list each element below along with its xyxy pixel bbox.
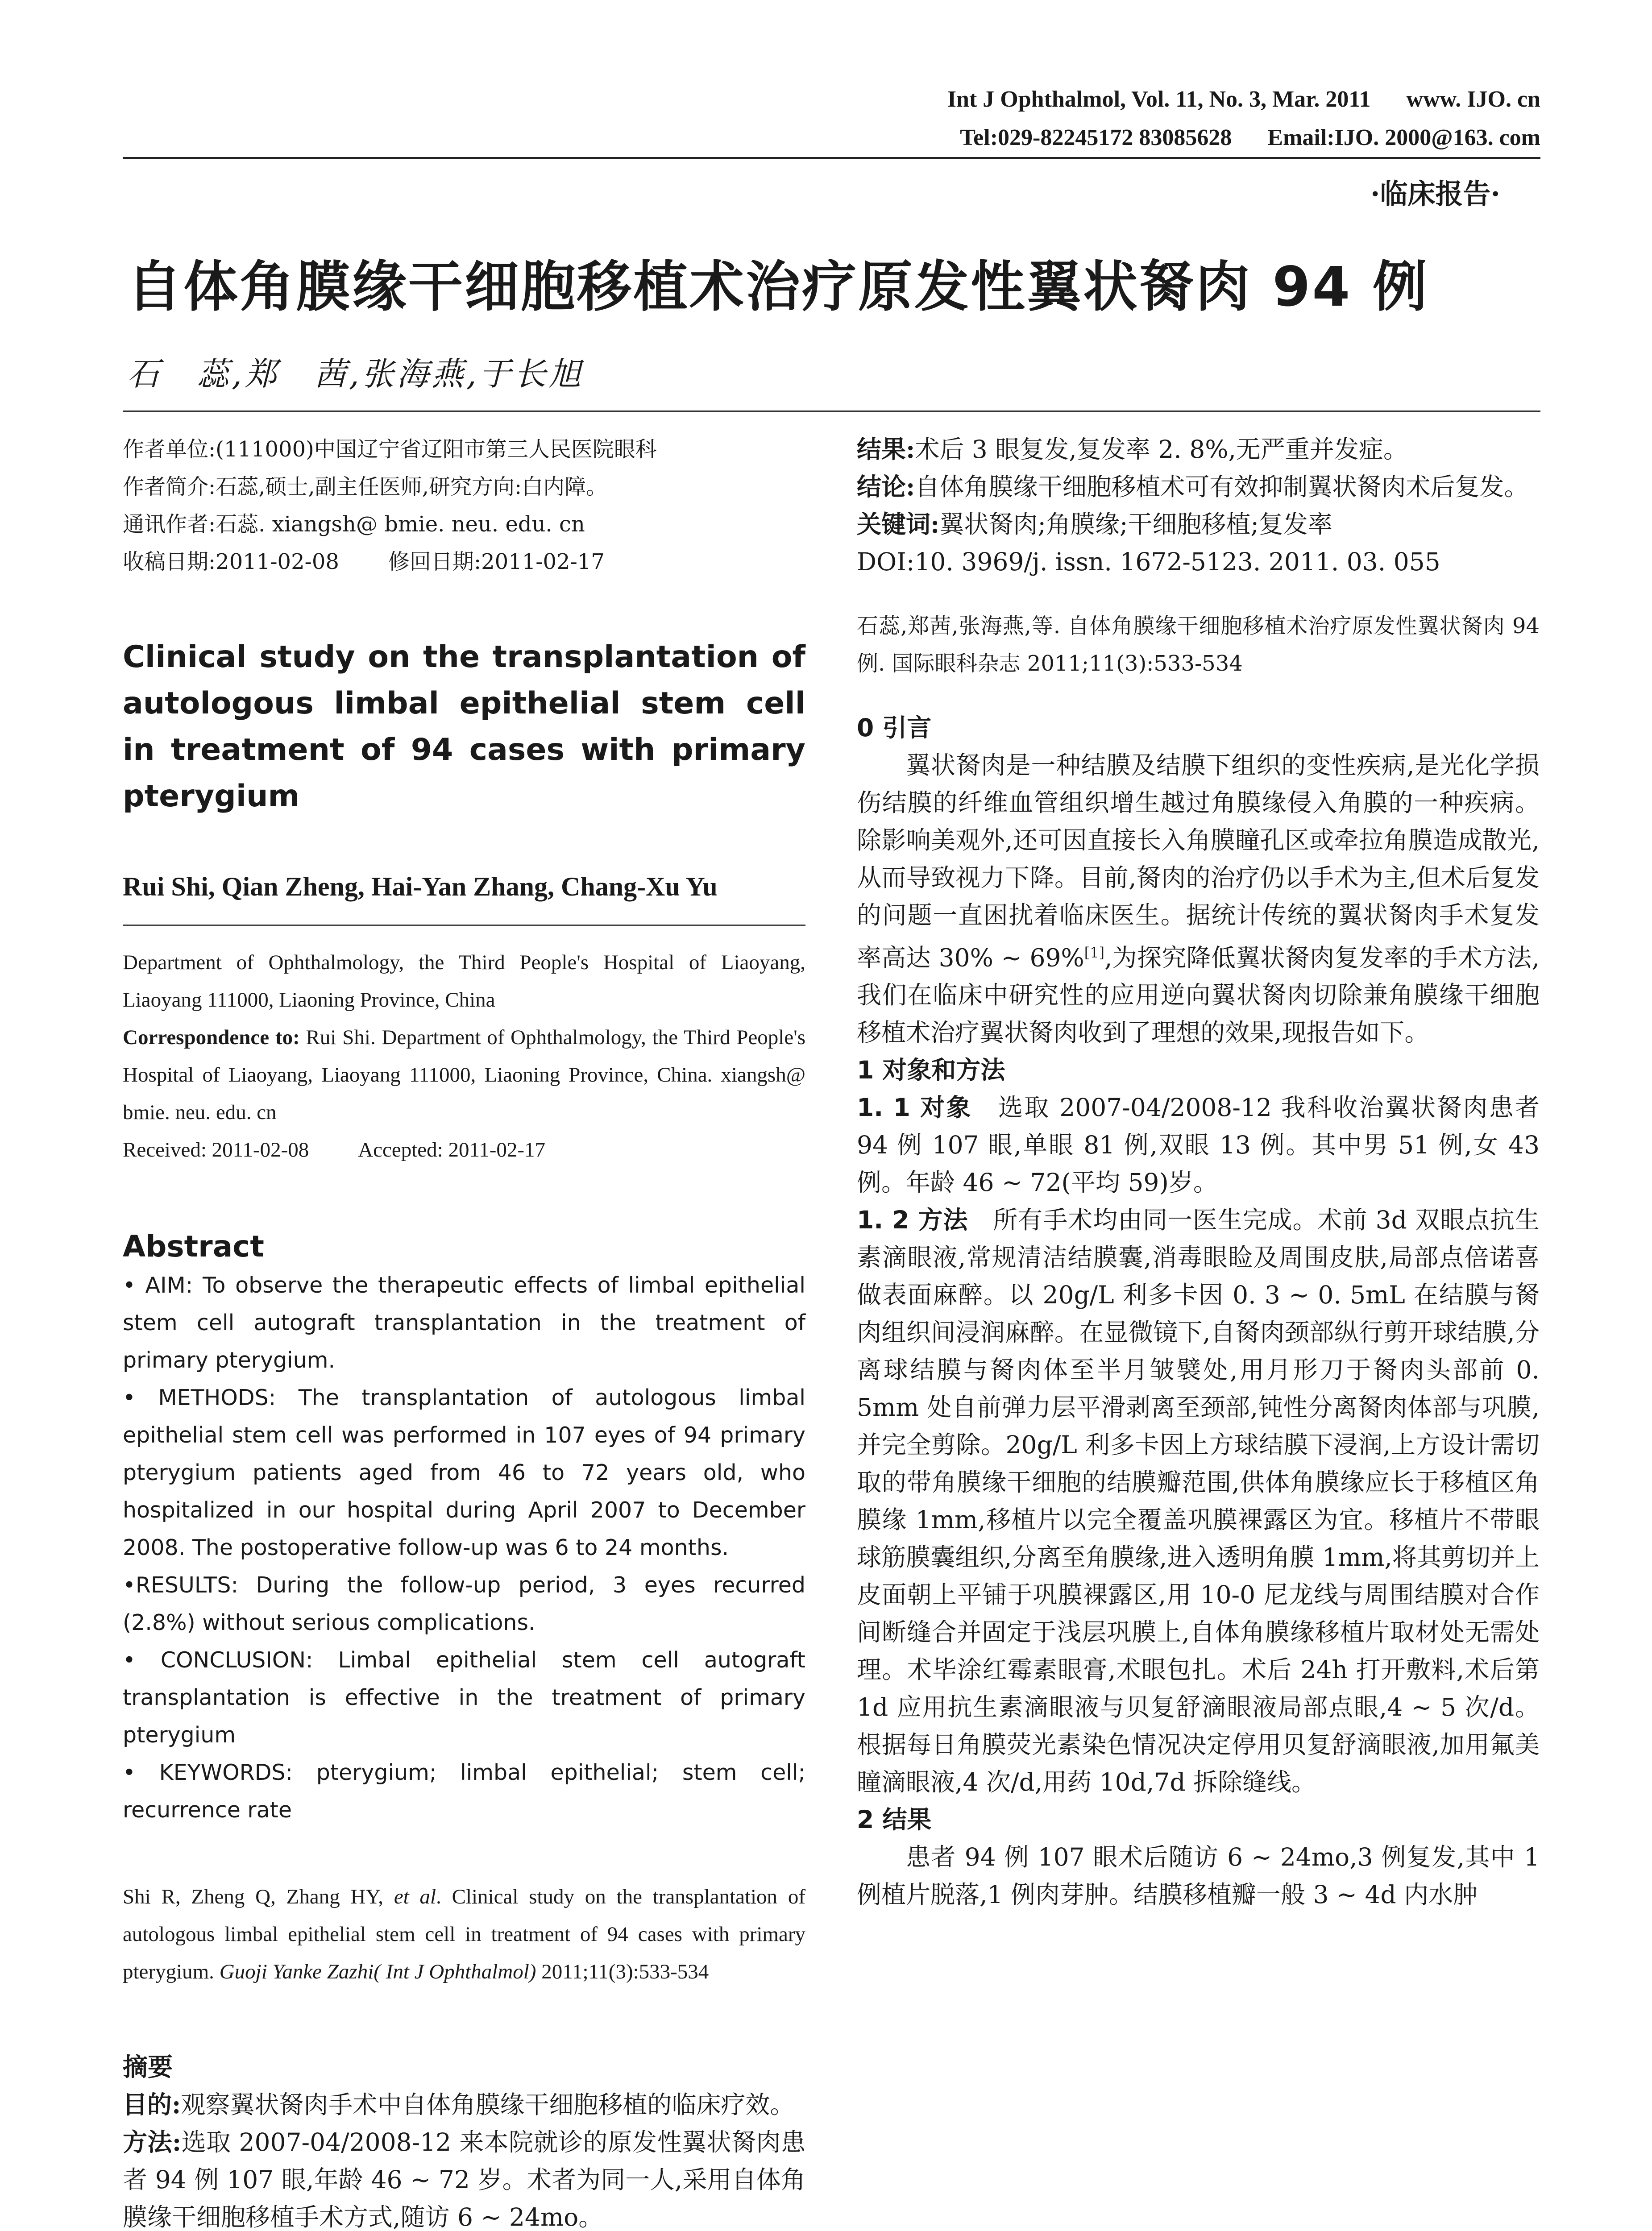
author-unit: 作者单位:(111000)中国辽宁省辽阳市第三人民医院眼科 <box>123 437 657 462</box>
received-date-cn: 收稿日期:2011-02-08 <box>123 549 339 574</box>
affiliation-block <box>123 944 805 1169</box>
accepted-date-en: Accepted: 2011-02-17 <box>358 1138 546 1161</box>
intro-text-b: ,为探究降低翼状胬肉复发率的手术方法,我们在临床中研究性的应用逆向翼状胬肉切除兼角膜缘干细胞移植术治疗翼状胬肉收到了理想的效果,现报告如下。 <box>857 943 1540 1047</box>
reference-1: [1] <box>1084 944 1105 961</box>
authors-english: Rui Shi, Qian Zheng, Hai-Yan Zhang, Chang-Xu Yu <box>123 872 718 901</box>
subjects-paragraph <box>857 1089 1540 1201</box>
section-tag: ·临床报告· <box>1370 178 1500 210</box>
journal-citation: Int J Ophthalmol, Vol. 11, No. 3, Mar. 2011 <box>947 87 1371 112</box>
zhaiyao-aim-text: 观察翼状胬肉手术中自体角膜缘干细胞移植的临床疗效。 <box>181 2090 795 2119</box>
authors-chinese: 石 蕊,郑 茜,张海燕,于长旭 <box>127 355 584 393</box>
zhaiyao-method-text: 选取 2007-04/2008-12 来本院就诊的原发性翼状胬肉患者 94 例 107 眼,年龄 46 ~ 72 岁。术者为同一人,采用自体角膜缘干细胞移植手术方式,随访 6 ~ 24mo。 <box>123 2128 805 2231</box>
revised-date-cn: 修回日期:2011-02-17 <box>388 549 605 574</box>
citation-en-authors: Shi R, Zheng Q, Zhang HY, <box>123 1885 394 1908</box>
subsection-1-2-heading: 1. 2 方法 <box>857 1206 968 1235</box>
intro-paragraph <box>857 746 1540 1051</box>
citation-en-title: . Clinical study on the transplantation of autologous limbal epithelial stem cell in treatment of 94 cases with primary pterygium. <box>123 1885 805 1983</box>
correspondence-text: Rui Shi. Department of Ophthalmology, the Third People's Hospital of Liaoyang, Liaoyang 111000, Liaoning Province, China. xiangsh@ bmie. neu. edu. cn <box>123 1026 805 1124</box>
abstract-keywords: • KEYWORDS: pterygium; limbal epithelial; stem cell; recurrence rate <box>123 1760 805 1823</box>
zhaiyao-keywords-label: 关键词: <box>857 510 940 539</box>
affiliation-dept: Department of Ophthalmology, the Third People's Hospital of Liaoyang, Liaoyang 111000, Liaoning Province, China <box>123 951 805 1012</box>
results-paragraph: 患者 94 例 107 眼术后随访 6 ~ 24mo,3 例复发,其中 1 例植片脱落,1 例肉芽肿。结膜移植瓣一般 3 ~ 4d 内水肿 <box>857 1843 1540 1909</box>
abstract-results: •RESULTS: During the follow-up period, 3 eyes recurred (2.8%) without serious complications. <box>123 1572 805 1635</box>
citation-english <box>123 1878 805 1990</box>
right-column <box>857 431 1540 1913</box>
section-0-heading: 0 引言 <box>857 713 932 742</box>
zhaiyao-heading: 摘要 <box>123 2053 173 2082</box>
zhaiyao-result-label: 结果: <box>857 435 915 464</box>
methods-paragraph <box>857 1201 1540 1801</box>
doi: DOI:10. 3969/j. issn. 1672-5123. 2011. 03. 055 <box>857 547 1440 576</box>
abstract-methods: • METHODS: The transplantation of autologous limbal epithelial stem cell was performed in 107 eyes of 94 primary pterygium patients aged from 46 to 72 years old, who hospitalized in our hospital during April 2007 to December 2008. The postoperative follow-up was 6 to 24 months. <box>123 1385 805 1560</box>
citation-en-etal: et al <box>394 1885 436 1908</box>
zhaiyao-result <box>857 431 1540 468</box>
zhaiyao-aim <box>123 2086 805 2123</box>
citation-chinese: 石蕊,郑茜,张海燕,等. 自体角膜缘干细胞移植术治疗原发性翼状胬肉 94 例. 国际眼科杂志 2011;11(3):533-534 <box>857 614 1540 676</box>
author-bio: 作者简介:石蕊,硕士,副主任医师,研究方向:白内障。 <box>123 474 608 499</box>
journal-header-line2 <box>947 119 1540 157</box>
citation-en-volume: 2011;11(3):533-534 <box>536 1960 709 1983</box>
title-chinese: 自体角膜缘干细胞移植术治疗原发性翼状胬肉 94 例 <box>127 255 1429 319</box>
zhaiyao-conclusion <box>857 468 1540 506</box>
header-rule <box>123 157 1540 159</box>
zhaiyao-keywords <box>857 506 1540 543</box>
journal-website: www. IJO. cn <box>1406 87 1540 112</box>
journal-header <box>947 80 1540 157</box>
abstract-aim: • AIM: To observe the therapeutic effects of limbal epithelial stem cell autograft transplantation in the treatment of primary pterygium. <box>123 1273 805 1373</box>
subsection-1-1-heading: 1. 1 对象 <box>857 1093 972 1122</box>
dates-line <box>123 543 805 581</box>
title-english: Clinical study on the transplantation of autologous limbal epithelial stem cell in treatment of 94 cases with primary pterygium <box>123 639 805 814</box>
abstract-conclusion: • CONCLUSION: Limbal epithelial stem cell autograft transplantation is effective in the treatment of primary pterygium <box>123 1647 805 1748</box>
english-author-rule <box>123 925 805 926</box>
zhaiyao-aim-label: 目的: <box>123 2090 181 2119</box>
intro-text-a: 翼状胬肉是一种结膜及结膜下组织的变性疾病,是光化学损伤结膜的纤维血管组织增生越过角膜缘侵入角膜的一种疾病。除影响美观外,还可因直接长入角膜瞳孔区或牵拉角膜造成散光,从而导致视力下降。目前,胬肉的治疗仍以手术为主,但术后复发的问题一直困扰着临床医生。据统计传统的翼状胬肉手术复发率高达 30% ~ 69% <box>857 751 1540 972</box>
citation-en-journal: Guoji Yanke Zazhi( Int J Ophthalmol) <box>219 1960 536 1983</box>
zhaiyao-result-text: 术后 3 眼复发,复发率 2. 8%,无严重并发症。 <box>915 435 1408 464</box>
correspondence <box>123 1019 805 1131</box>
section-2-heading: 2 结果 <box>857 1805 932 1834</box>
title-rule <box>123 411 1540 412</box>
subjects-text: 选取 2007-04/2008-12 我科收治翼状胬肉患者 94 例 107 眼,单眼 81 例,双眼 13 例。其中男 51 例,女 43 例。年龄 46 ~ 72(平均 59)岁。 <box>857 1093 1540 1197</box>
journal-email: Email:IJO. 2000@163. com <box>1267 125 1540 150</box>
journal-header-line1 <box>947 80 1540 119</box>
methods-text: 所有手术均由同一医生完成。术前 3d 双眼点抗生素滴眼液,常规清洁结膜囊,消毒眼睑及周围皮肤,局部点倍诺喜做表面麻醉。以 20g/L 利多卡因 0. 3 ~ 0. 5mL 在结膜与胬肉组织间浸润麻醉。在显微镜下,自胬肉颈部纵行剪开球结膜,分离球结膜与胬肉体至半月皱襞处,用月形刀于胬肉头部前 0. 5mm 处自前弹力层平滑剥离至颈部,钝性分离胬肉体部与巩膜,并完全剪除。20g/L 利多卡因上方球结膜下浸润,上方设计需切取的带角膜缘干细胞的结膜瓣范围,供体角膜缘应长于移植区角膜缘 1mm,移植片以完全覆盖巩膜裸露区为宜。移植片不带眼球筋膜囊组织,分离至角膜缘,进入透明角膜 1mm,将其剪切并上皮面朝上平铺于巩膜裸露区,用 10-0 尼龙线与周围结膜对合作间断缝合并固定于浅层巩膜上,自体角膜缘移植片取材处无需处理。术毕涂红霉素眼膏,术眼包扎。术后 24h 打开敷料,术后第 1d 应用抗生素滴眼液与贝复舒滴眼液局部点眼,4 ~ 5 次/d。根据每日角膜荧光素染色情况决定停用贝复舒滴眼液,加用氟美瞳滴眼液,4 次/d,用药 10d,7d 拆除缝线。 <box>857 1206 1540 1797</box>
left-column <box>123 431 805 2231</box>
corresponding-author: 通讯作者:石蕊. xiangsh@ bmie. neu. edu. cn <box>123 512 585 537</box>
zhaiyao-method-label: 方法: <box>123 2127 182 2156</box>
abstract-heading: Abstract <box>123 1229 264 1264</box>
zhaiyao-keywords-text: 翼状胬肉;角膜缘;干细胞移植;复发率 <box>939 510 1332 539</box>
section-1-heading: 1 对象和方法 <box>857 1056 1005 1085</box>
zhaiyao-method <box>123 2123 805 2231</box>
journal-tel: Tel:029-82245172 83085628 <box>960 125 1232 150</box>
correspondence-label: Correspondence to: <box>123 1026 300 1049</box>
zhaiyao-conclusion-label: 结论: <box>857 472 915 501</box>
zhaiyao-conclusion-text: 自体角膜缘干细胞移植术可有效抑制翼状胬肉术后复发。 <box>915 473 1529 501</box>
received-accepted <box>123 1131 805 1169</box>
received-date-en: Received: 2011-02-08 <box>123 1138 309 1161</box>
